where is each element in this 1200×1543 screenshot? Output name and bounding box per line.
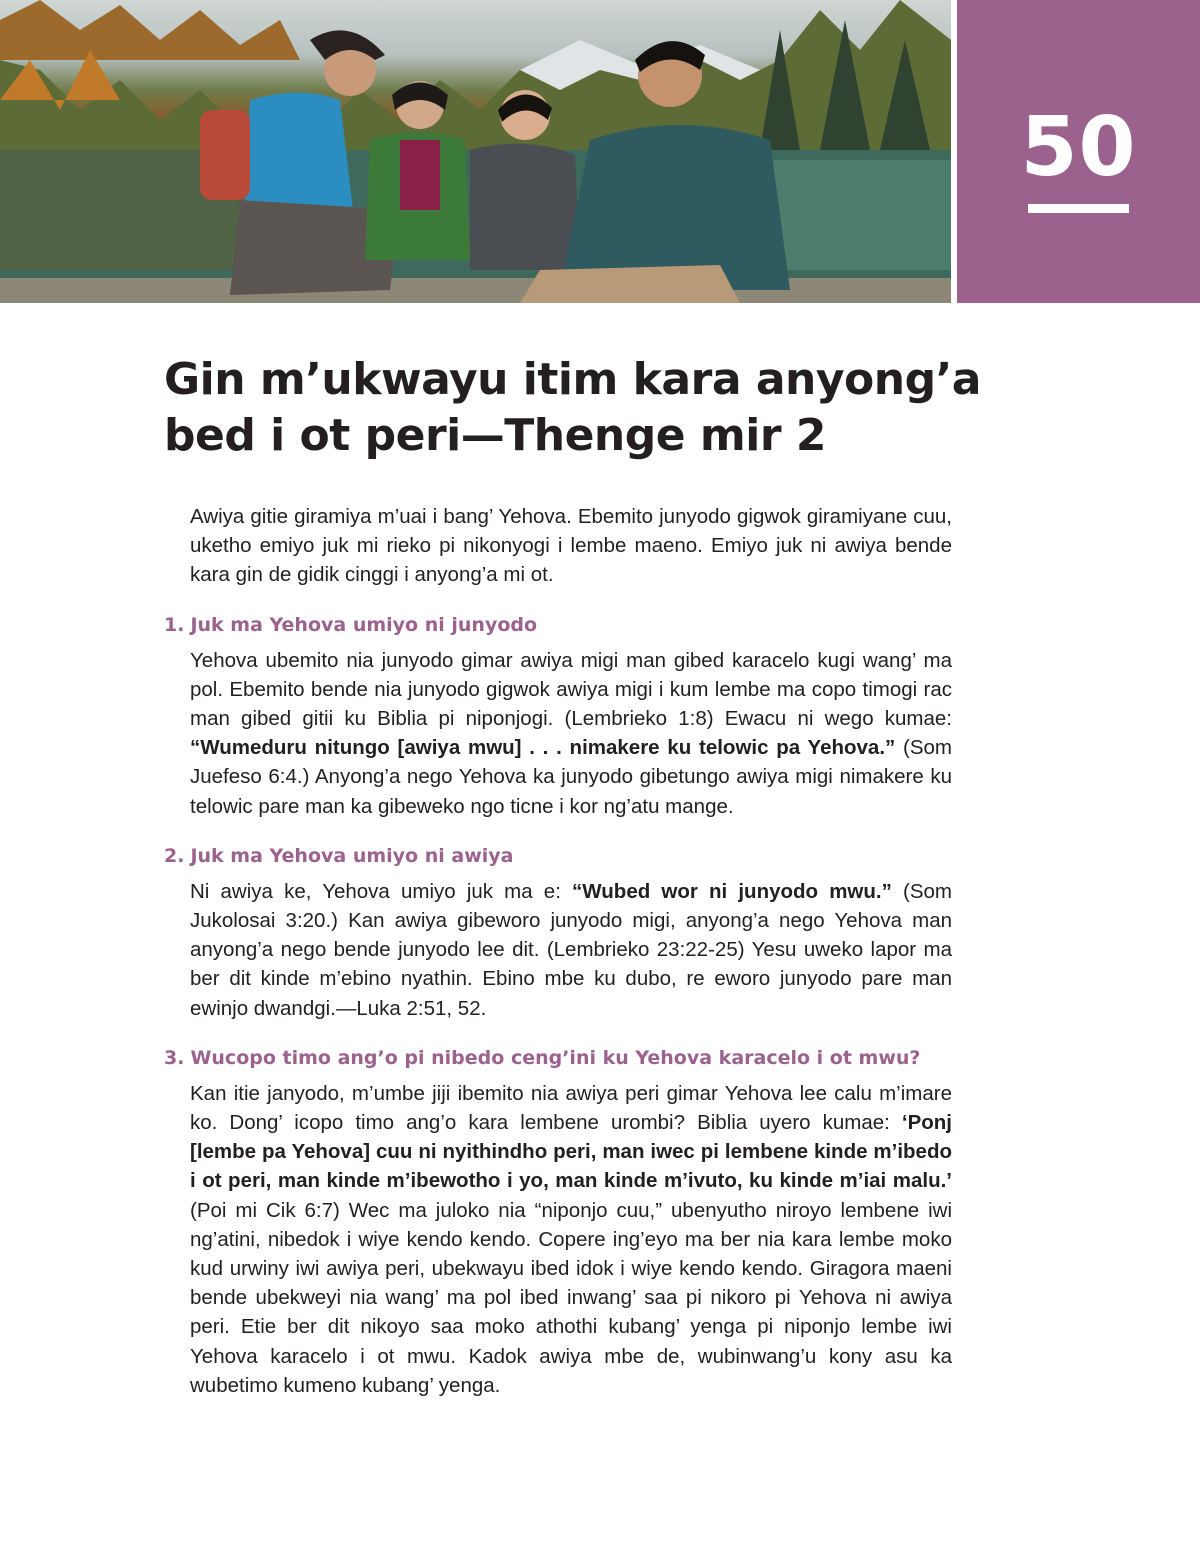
body-text: (Som Juefeso 6:4.) Anyong’a nego Yehova ka junyodo gibetungo awiya migi nimakere ku telowic pare man ka gibeweko ngo ticne i kor ng’atu mange. [190,736,952,818]
hero-photo [0,0,951,303]
body-text: Kan itie janyodo, m’umbe jiji ibemito nia awiya peri gimar Yehova lee calu m’imare ko. Dong’ icopo timo ang’o kara lembene urombi? Biblia uyero kumae: [190,1081,952,1135]
page-title [164,352,984,464]
lesson-number: 50 [1020,100,1137,195]
section-heading-text: Wucopo timo ang’o pi nibedo ceng’ini ku Yehova karacelo i ot mwu? [190,1046,921,1069]
section-heading-3 [164,1045,952,1071]
scripture-quote: “Wumeduru nitungo [awiya mwu] . . . nimakere ku telowic pa Yehova.” [190,736,896,760]
lesson-content [164,502,952,1400]
scripture-quote: ‘Ponj [lembe pa Yehova] cuu ni nyithindho peri, man iwec pi lembene kinde m’ibedo i ot peri, man kinde m’ibewotho i yo, man kinde m’ivuto, ku kinde m’iai malu.’ [190,1111,952,1193]
section-heading-text: Juk ma Yehova umiyo ni awiya [190,844,514,867]
section-body-2 [190,877,952,1023]
scripture-quote: “Wubed wor ni junyodo mwu.” [572,879,892,903]
lesson-number-panel [957,0,1200,303]
forest-shape [0,0,300,60]
body-text: (Poi mi Cik 6:7) Wec ma juloko nia “niponjo cuu,” ubenyutho niroyo lembene iwi ng’atini, nibedok i wiye kendo kendo. Copere ing’eyo ma ber nia kara lembe moko kud urwiny iwi awiya peri, ubekwayu ibed idok i wiye kendo kendo. Giragora maeni bende ubekweyi nia wang’ ma pol ibed inwang’ saa pi nikoro pi Yehova ni awiya peri. Etie ber dit nikoyo saa moko athothi kubang’ yenga pi niponjo lembe iwi Yehova karacelo i ot mwu. Kadok awiya mbe de, wubinwang’u kony asu ka wubetimo kumeno kubang’ yenga. [190,1198,952,1397]
section-number: 3. [164,1046,185,1069]
dock-shape [0,278,951,303]
section-number: 2. [164,844,185,867]
intro-paragraph: Awiya gitie giramiya m’uai i bang’ Yehova. Ebemito junyodo gigwok giramiyane cuu, uketho emiyo juk mi rieko pi nikonyogi i lembe maeno. Emiyo juk ni awiya bende kara gin de gidik cinggi i anyong’a mi ot. [190,505,952,587]
body-text: Ni awiya ke, Yehova umiyo juk ma e: [190,879,573,903]
section-heading-text: Juk ma Yehova umiyo ni junyodo [190,613,538,636]
lesson-number-underline [1028,204,1129,213]
family-by-lake-illustration [0,0,951,303]
body-text: Yehova ubemito nia junyodo gimar awiya migi man gibed karacelo kugi wang’ ma pol. Ebemito bende nia junyodo gigwok awiya migi i kum lembe ma copo timogi rac man gibed gitii ku Biblia pi niponjogi. (Lembrieko 1:8) Ewacu ni wego kumae: [190,648,952,731]
body-text: (Som Jukolosai 3:20.) Kan awiya gibeworo junyodo migi, anyong’a nego Yehova man anyong’a nego bende junyodo lee dit. (Lembrieko 23:22-25) Yesu uweko lapor ma ber dit kinde m’ebino nyathin. Ebino mbe ku dubo, re eworo junyodo pare man ewinjo dwandgi.—Luka 2:51, 52. [190,879,952,1020]
title-line-1: Gin m’ukwayu itim kara anyong’a [164,354,981,405]
section-body-1 [190,646,952,821]
trees-shape [0,0,951,150]
title-line-2: bed i ot peri—Thenge mir 2 [164,410,826,461]
section-body-3 [190,1079,952,1400]
section-number: 1. [164,613,185,636]
section-heading-1 [164,612,952,638]
section-heading-2 [164,843,952,869]
